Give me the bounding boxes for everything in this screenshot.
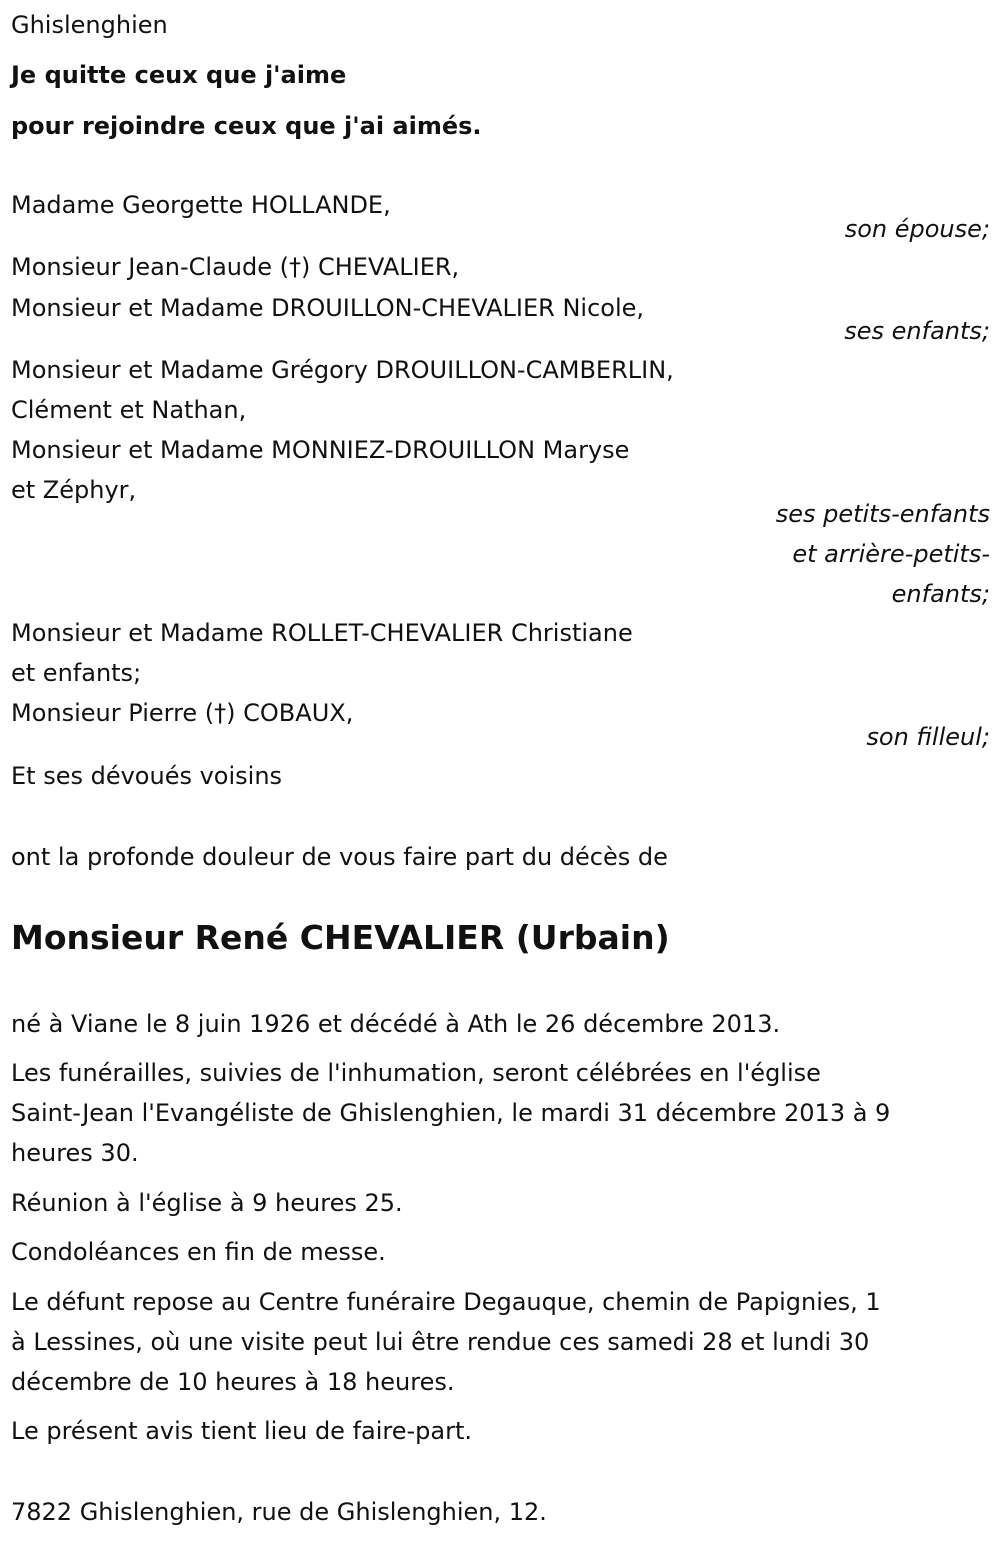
relative: Monsieur et Madame ROLLET-CHEVALIER Christiane [11, 619, 633, 647]
grandchildren-role: et arrière-petits- [792, 540, 990, 568]
quote-line: Je quitte ceux que j'aime [11, 61, 347, 89]
spouse: Madame Georgette HOLLANDE, [11, 191, 391, 219]
deceased-name: Monsieur René CHEVALIER (Urbain) [11, 918, 670, 957]
rest-line: à Lessines, où une visite peut lui être rendue ces samedi 28 et lundi 30 [11, 1328, 870, 1356]
godson-role: son filleul; [866, 723, 990, 751]
address: 7822 Ghislenghien, rue de Ghislenghien, 12. [11, 1498, 547, 1526]
child: Monsieur Jean-Claude (†) CHEVALIER, [11, 253, 460, 281]
funeral-line: Les funérailles, suivies de l'inhumation, seront célébrées en l'église [11, 1059, 821, 1087]
child: Monsieur et Madame DROUILLON-CHEVALIER Nicole, [11, 294, 645, 322]
birth-death: né à Viane le 8 juin 1926 et décédé à Ath le 26 décembre 2013. [11, 1010, 781, 1038]
funeral-line: Saint-Jean l'Evangéliste de Ghislenghien, le mardi 31 décembre 2013 à 9 [11, 1099, 891, 1127]
grandchildren-role: enfants; [891, 580, 990, 608]
rest-line: Le défunt repose au Centre funéraire Degauque, chemin de Papignies, 1 [11, 1288, 881, 1316]
condolences: Condoléances en fin de messe. [11, 1238, 386, 1266]
quote-line: pour rejoindre ceux que j'ai aimés. [11, 112, 482, 140]
meeting: Réunion à l'église à 9 heures 25. [11, 1189, 403, 1217]
grandchildren-role: ses petits-enfants [775, 500, 990, 528]
grandchild: et Zéphyr, [11, 476, 137, 504]
grandchild: Clément et Nathan, [11, 396, 247, 424]
neighbours: Et ses dévoués voisins [11, 762, 283, 790]
spouse-role: son épouse; [844, 215, 990, 243]
relative: Monsieur Pierre (†) COBAUX, [11, 699, 354, 727]
announcement: ont la profonde douleur de vous faire part du décès de [11, 843, 668, 871]
rest-line: décembre de 10 heures à 18 heures. [11, 1368, 455, 1396]
notice: Le présent avis tient lieu de faire-part. [11, 1417, 473, 1445]
children-role: ses enfants; [844, 317, 990, 345]
grandchild: Monsieur et Madame MONNIEZ-DROUILLON Maryse [11, 436, 630, 464]
grandchild: Monsieur et Madame Grégory DROUILLON-CAMBERLIN, [11, 356, 674, 384]
funeral-line: heures 30. [11, 1139, 139, 1167]
place: Ghislenghien [11, 11, 168, 39]
relative: et enfants; [11, 659, 142, 687]
